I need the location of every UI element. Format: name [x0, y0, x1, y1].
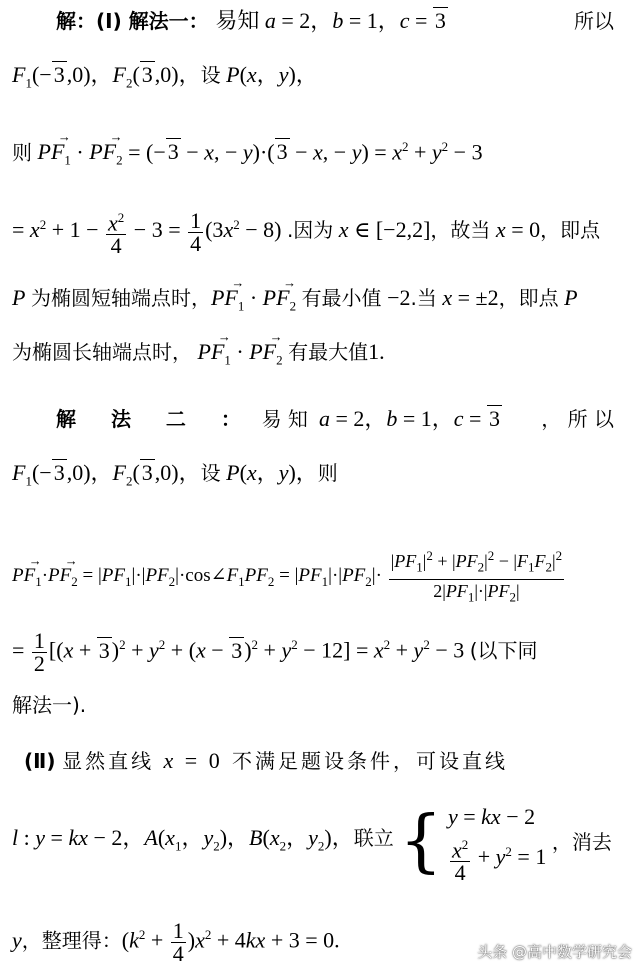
method2-line1 — [12, 404, 628, 434]
part2-intro: 显然直线 x = 0 不满足题设条件，可设直线 — [62, 748, 509, 773]
method2-heading: 解 法 二 ： — [56, 407, 255, 431]
method1-heading: 解：(Ⅰ) 解法一： — [56, 9, 209, 33]
foci-line-2: $F_1(-3,0)$，$F_2(3,0)$，设 P(x，y)，则 — [12, 460, 338, 489]
equation-system: y = kx − 2 $\frac{x^2}{4}$ + $y^2 = 1$ — [447, 804, 547, 886]
cosine-formula-line: → $PF_1\cdot\to PF_2$ = $|PF_1|\cdot|PF_2|\cdot\cos\angle F_1PF_2 = |PF_1|\cdot|PF_2|\cdot$ $\frac{|PF_1|^2 + |PF_2|^2 - |F_1F_2|^2}{2|PF_1|\cdot|PF_2|}$ — [12, 545, 628, 608]
expanded-line: = $\frac{1}{2}$ $[(x + 3)^2 + y^2 + (x - 3)^2 + y^2 - 12] = x^2 + y^2 - 3$ (以下同 — [12, 628, 538, 676]
quadratic-line: y，整理得：($k^2$ + $\frac{1}{4}$ )$x^2 + 4kx + 3 = 0$. — [12, 918, 340, 966]
dot-product-line: 则 → $PF_1$ · → $PF_2 = (-3 - x$, − y)·(3 − x, − $y) = x^2 + y^2 - 3$ — [12, 132, 628, 176]
therefore-text-2: ， 所 以 — [541, 407, 614, 431]
part2-line1 — [12, 746, 628, 776]
watermark: 头条 @高中数学研究会 — [477, 943, 632, 961]
line-and-system: l : y = kx − 2，$A(x_1$，$y_2$)，$B(x_2$，$y_2$)，联立 { y = kx − 2 $\frac{x^2}{4}$ + $y^2 = 1$ ，消去 — [12, 800, 628, 880]
part2-heading: (Ⅱ) — [24, 749, 56, 773]
foci-line: $F_1(-3,0)$，$F_2(3,0)$，设 P(x，y)， — [12, 62, 318, 91]
given-values-2: 易 知 a = 2，b = 1，c = 3 — [261, 406, 500, 431]
method1-line1 — [12, 6, 628, 36]
max-value-line: 为椭圆长轴端点时， → $PF_1$ · → $PF_2$ 有最大值1. — [12, 337, 628, 375]
simplify-line: = $x^2 + 1$ − $\frac{x^2}{4}$ − 3 = $\frac{1}{4}$ $(3x^2 - 8)$ .因为 x ∈ [−2,2]，故当 x = 0，即点 — [12, 207, 601, 259]
min-value-line: P 为椭圆短轴端点时，→ $PF_1$ · → $PF_2$ 有最小值 −2.当 x = ±2，即点 P — [12, 283, 628, 321]
therefore-text: 所以 — [574, 9, 614, 33]
same-as-method1: 解法一). — [12, 693, 87, 717]
given-values: 易知 a = 2，b = 1，c = 3 — [215, 8, 446, 33]
